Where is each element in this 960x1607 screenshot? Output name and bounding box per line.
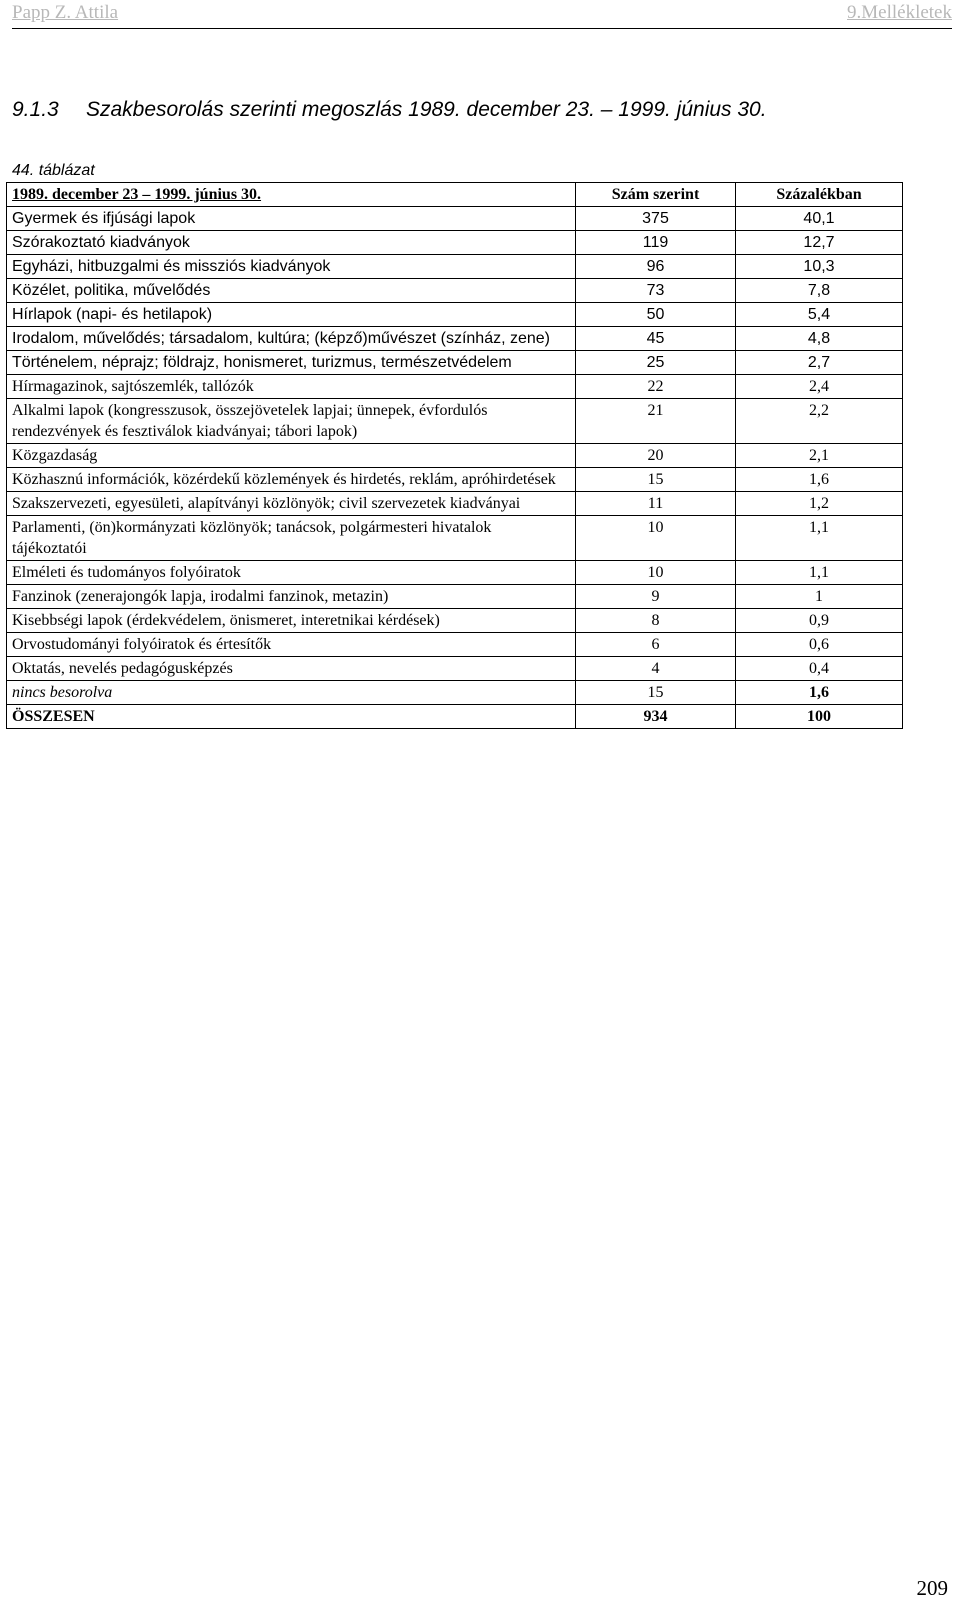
total-percent-cell: 100	[736, 705, 903, 729]
table-caption: 44. táblázat	[12, 162, 95, 179]
category-cell: Közhasznú információk, közérdekű közlemények és hirdetés, reklám, apróhirdetések	[7, 468, 576, 492]
percent-cell: 0,9	[736, 609, 903, 633]
table-row	[7, 492, 903, 516]
table-row	[7, 303, 903, 327]
count-cell: 8	[576, 609, 736, 633]
header-percent: Százalékban	[736, 183, 903, 207]
category-cell: Elméleti és tudományos folyóiratok	[7, 561, 576, 585]
category-cell: Alkalmi lapok (kongresszusok, összejövetelek lapjai; ünnepek, évfordulós rendezvények és fesztiválok kiadványai; tábori lapok)	[7, 399, 576, 444]
percent-cell: 2,4	[736, 375, 903, 399]
count-cell: 119	[576, 231, 736, 255]
percent-cell: 2,2	[736, 399, 903, 444]
percent-cell: 0,6	[736, 633, 903, 657]
category-cell: Gyermek és ifjúsági lapok	[7, 207, 576, 231]
category-cell: nincs besorolva	[7, 681, 576, 705]
table-row	[7, 207, 903, 231]
percent-cell: 10,3	[736, 255, 903, 279]
header-count: Szám szerint	[576, 183, 736, 207]
table-row	[7, 609, 903, 633]
count-cell: 9	[576, 585, 736, 609]
category-cell: Irodalom, művelődés; társadalom, kultúra; (képző)művészet (színház, zene)	[7, 327, 576, 351]
table-row	[7, 399, 903, 444]
percent-cell: 12,7	[736, 231, 903, 255]
section-heading	[12, 98, 767, 122]
count-cell: 20	[576, 444, 736, 468]
table-row-total	[7, 705, 903, 729]
count-cell: 15	[576, 681, 736, 705]
count-cell: 25	[576, 351, 736, 375]
total-label-cell: ÖSSZESEN	[7, 705, 576, 729]
percent-cell: 1,6	[736, 468, 903, 492]
percent-cell: 2,1	[736, 444, 903, 468]
category-cell: Történelem, néprajz; földrajz, honismeret, turizmus, természetvédelem	[7, 351, 576, 375]
category-cell: Közgazdaság	[7, 444, 576, 468]
percent-cell: 1,2	[736, 492, 903, 516]
percent-cell: 1,6	[736, 681, 903, 705]
header-author: Papp Z. Attila	[12, 2, 119, 23]
count-cell: 11	[576, 492, 736, 516]
table-row	[7, 279, 903, 303]
count-cell: 10	[576, 561, 736, 585]
total-count-cell: 934	[576, 705, 736, 729]
count-cell: 73	[576, 279, 736, 303]
percent-cell: 40,1	[736, 207, 903, 231]
table-row	[7, 327, 903, 351]
table-row	[7, 468, 903, 492]
category-cell: Kisebbségi lapok (érdekvédelem, önismeret, interetnikai kérdések)	[7, 609, 576, 633]
count-cell: 15	[576, 468, 736, 492]
table-row	[7, 375, 903, 399]
distribution-table	[6, 182, 903, 729]
percent-cell: 4,8	[736, 327, 903, 351]
percent-cell: 0,4	[736, 657, 903, 681]
percent-cell: 1,1	[736, 561, 903, 585]
count-cell: 22	[576, 375, 736, 399]
table-row	[7, 255, 903, 279]
count-cell: 50	[576, 303, 736, 327]
category-cell: Parlamenti, (ön)kormányzati közlönyök; tanácsok, polgármesteri hivatalok tájékoztatói	[7, 516, 576, 561]
table-header-row	[7, 183, 903, 207]
table-row	[7, 231, 903, 255]
percent-cell: 5,4	[736, 303, 903, 327]
count-cell: 375	[576, 207, 736, 231]
percent-cell: 2,7	[736, 351, 903, 375]
table-row	[7, 657, 903, 681]
category-cell: Hírmagazinok, sajtószemlék, tallózók	[7, 375, 576, 399]
category-cell: Oktatás, nevelés pedagógusképzés	[7, 657, 576, 681]
count-cell: 96	[576, 255, 736, 279]
count-cell: 10	[576, 516, 736, 561]
table-row	[7, 351, 903, 375]
percent-cell: 7,8	[736, 279, 903, 303]
category-cell: Hírlapok (napi- és hetilapok)	[7, 303, 576, 327]
section-number: 9.1.3	[12, 98, 59, 121]
running-header	[12, 0, 952, 29]
table-row	[7, 633, 903, 657]
header-section: 9.Mellékletek	[847, 2, 952, 23]
category-cell: Fanzinok (zenerajongók lapja, irodalmi fanzinok, metazin)	[7, 585, 576, 609]
count-cell: 4	[576, 657, 736, 681]
percent-cell: 1,1	[736, 516, 903, 561]
category-cell: Szórakoztató kiadványok	[7, 231, 576, 255]
category-cell: Közélet, politika, művelődés	[7, 279, 576, 303]
category-cell: Egyházi, hitbuzgalmi és missziós kiadványok	[7, 255, 576, 279]
percent-cell: 1	[736, 585, 903, 609]
table-row-unclassified	[7, 681, 903, 705]
table-row	[7, 516, 903, 561]
count-cell: 6	[576, 633, 736, 657]
table-row	[7, 585, 903, 609]
count-cell: 21	[576, 399, 736, 444]
count-cell: 45	[576, 327, 736, 351]
category-cell: Szakszervezeti, egyesületi, alapítványi közlönyök; civil szervezetek kiadványai	[7, 492, 576, 516]
header-period: 1989. december 23 – 1999. június 30.	[7, 183, 576, 207]
table-row	[7, 561, 903, 585]
table-row	[7, 444, 903, 468]
page-number: 209	[916, 1576, 948, 1600]
category-cell: Orvostudományi folyóiratok és értesítők	[7, 633, 576, 657]
section-title: Szakbesorolás szerinti megoszlás 1989. december 23. – 1999. június 30.	[86, 98, 767, 121]
